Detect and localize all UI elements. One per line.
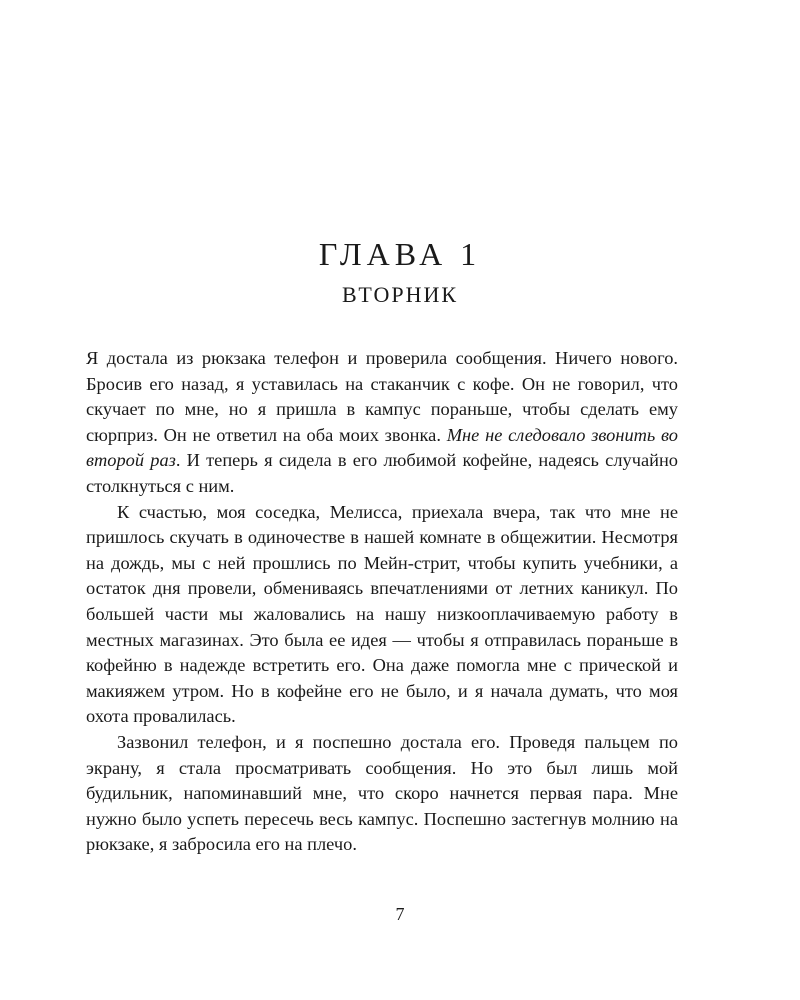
page-number: 7 xyxy=(395,904,405,924)
chapter-body xyxy=(86,346,678,858)
paragraph xyxy=(86,346,678,500)
paragraph-italic-text: Мне не следовало звонить во второй раз xyxy=(86,424,678,471)
paragraph: Зазвонил телефон, и я поспешно достала его. Проведя пальцем по экрану, я стала просматривать сообщения. Но это был лишь мой будильник, напоминавший мне, что скоро начнется первая пара. Мне нужно было успеть пересечь весь кампус. Поспешно застегнув молнию на рюкзаке, я забросила его на плечо. xyxy=(86,731,678,855)
chapter-subtitle: ВТОРНИК xyxy=(341,282,459,307)
paragraph-text: . И теперь я сидела в его любимой кофейне, надеясь случайно столкнуться с ним. xyxy=(86,450,678,496)
paragraph: К счастью, моя соседка, Мелисса, приехала вчера, так что мне не пришлось скучать в одиночестве в нашей комнате в общежитии. Несмотря на дождь, мы с ней прошлись по Мейн-стрит, чтобы купить учебники, а остаток дня провели, обмениваясь впечатлениями от летних каникул. По большей части мы жаловались на нашу низкооплачиваемую работу в местных магазинах. Это была ее идея — чтобы я отправилась пораньше в кофейню в надежде встретить его. Она даже помогла мне с прической и макияжем утром. Но в кофейне его не было, и я начала думать, что моя охота провалилась. xyxy=(86,501,678,727)
chapter-title: ГЛАВА 1 xyxy=(318,236,482,272)
paragraph-text: Я достала из рюкзака телефон и проверила сообщения. Ничего нового. Бросив его назад, я уставилась на стаканчик с кофе. Он не говорил, что скучает по мне, но я пришла в кампус пораньше, чтобы сделать ему сюрприз. Он не ответил на оба моих звонка. xyxy=(86,348,678,445)
